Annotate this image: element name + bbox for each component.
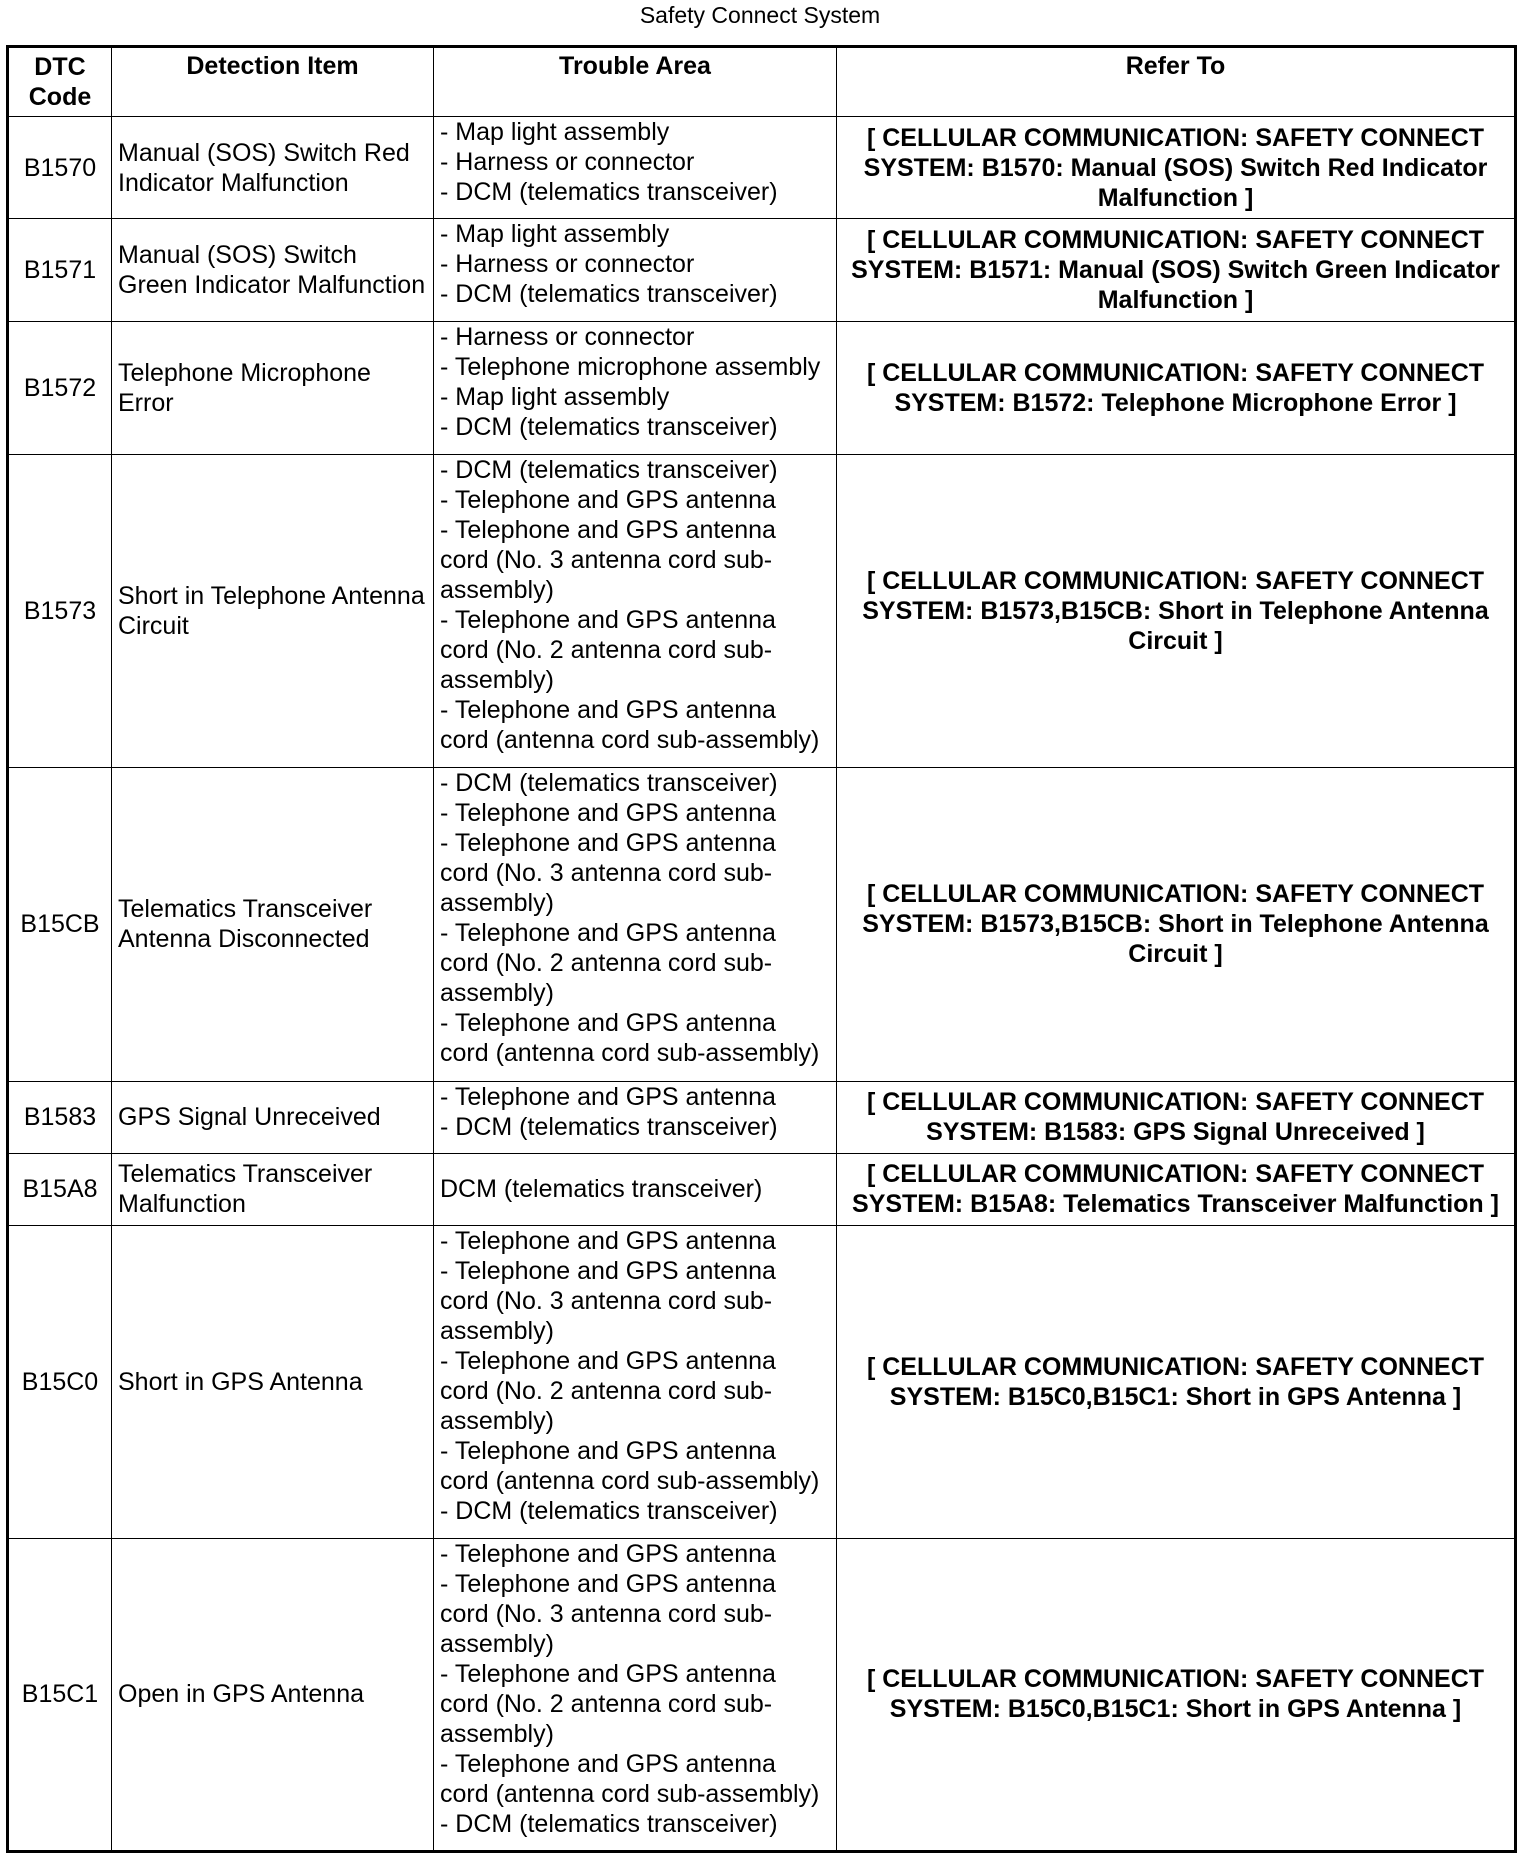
table-header-row <box>8 47 1516 117</box>
trouble-area <box>434 1538 837 1851</box>
trouble-area <box>434 1225 837 1538</box>
trouble-area-line: - Telephone and GPS antenna cord (No. 3 antenna cord sub-assembly) <box>440 516 783 605</box>
dtc-code: B15A8 <box>8 1153 112 1225</box>
table-row <box>8 1538 1516 1851</box>
dtc-code: B15CB <box>8 768 112 1081</box>
refer-to-link[interactable]: [ CELLULAR COMMUNICATION: SAFETY CONNECT SYSTEM: B1583: GPS Signal Unreceived ] <box>837 1081 1516 1153</box>
trouble-area-line: - Harness or connector <box>440 323 695 352</box>
detection-item: Manual (SOS) Switch Red Indicator Malfunction <box>112 117 434 219</box>
detection-item: Telematics Transceiver Antenna Disconnected <box>112 768 434 1081</box>
trouble-area-line: - DCM (telematics transceiver) <box>440 280 778 309</box>
refer-to-link[interactable]: [ CELLULAR COMMUNICATION: SAFETY CONNECT SYSTEM: B1573,B15CB: Short in Telephone Antenna Circuit ] <box>837 455 1516 768</box>
trouble-area <box>434 219 837 322</box>
table-row <box>8 455 1516 768</box>
dtc-code: B1572 <box>8 322 112 455</box>
trouble-area-line: - Telephone and GPS antenna cord (antenna cord sub-assembly) <box>440 1749 820 1808</box>
trouble-area <box>434 768 837 1081</box>
trouble-area <box>434 1081 837 1153</box>
trouble-area-line: - Telephone and GPS antenna <box>440 486 776 515</box>
trouble-area-line: - Telephone and GPS antenna cord (No. 3 antenna cord sub-assembly) <box>440 829 783 918</box>
trouble-area-line: - Telephone and GPS antenna cord (No. 2 antenna cord sub-assembly) <box>440 919 783 1008</box>
dtc-code: B1573 <box>8 455 112 768</box>
trouble-area-line: - DCM (telematics transceiver) <box>440 1809 778 1838</box>
table-row <box>8 322 1516 455</box>
trouble-area-line: - Telephone and GPS antenna cord (antenna cord sub-assembly) <box>440 1009 820 1068</box>
detection-item: Manual (SOS) Switch Green Indicator Malfunction <box>112 219 434 322</box>
refer-to-link[interactable]: [ CELLULAR COMMUNICATION: SAFETY CONNECT SYSTEM: B15A8: Telematics Transceiver Malfunction ] <box>837 1153 1516 1225</box>
header-trouble-area: Trouble Area <box>434 47 837 117</box>
trouble-area-line: - Map light assembly <box>440 118 670 146</box>
refer-to-link[interactable]: [ CELLULAR COMMUNICATION: SAFETY CONNECT SYSTEM: B15C0,B15C1: Short in GPS Antenna ] <box>837 1538 1516 1851</box>
table-row <box>8 117 1516 219</box>
refer-to-link[interactable]: [ CELLULAR COMMUNICATION: SAFETY CONNECT SYSTEM: B1570: Manual (SOS) Switch Red Indicator Malfunction ] <box>837 117 1516 219</box>
detection-item: Open in GPS Antenna <box>112 1538 434 1851</box>
trouble-area-line: - Telephone and GPS antenna <box>440 1539 776 1568</box>
trouble-area-line: - Harness or connector <box>440 250 695 279</box>
trouble-area <box>434 117 837 219</box>
trouble-area-line: - Telephone and GPS antenna cord (No. 3 antenna cord sub-assembly) <box>440 1569 783 1658</box>
trouble-area-line: - DCM (telematics transceiver) <box>440 178 778 206</box>
trouble-area-line: - Map light assembly <box>440 220 670 249</box>
dtc-code: B15C1 <box>8 1538 112 1851</box>
header-refer-to: Refer To <box>837 47 1516 117</box>
detection-item: Short in Telephone Antenna Circuit <box>112 455 434 768</box>
dtc-code: B15C0 <box>8 1225 112 1538</box>
trouble-area <box>434 1153 837 1225</box>
dtc-code: B1570 <box>8 117 112 219</box>
trouble-area-line: - DCM (telematics transceiver) <box>440 413 778 442</box>
trouble-area <box>434 455 837 768</box>
detection-item: GPS Signal Unreceived <box>112 1081 434 1153</box>
refer-to-link[interactable]: [ CELLULAR COMMUNICATION: SAFETY CONNECT SYSTEM: B1573,B15CB: Short in Telephone Antenna Circuit ] <box>837 768 1516 1081</box>
trouble-area-line: - Harness or connector <box>440 148 695 176</box>
trouble-area-line: - Telephone and GPS antenna cord (antenna cord sub-assembly) <box>440 1436 820 1495</box>
trouble-area-line: - DCM (telematics transceiver) <box>440 1496 778 1525</box>
trouble-area-line: - Telephone and GPS antenna cord (antenna cord sub-assembly) <box>440 696 820 755</box>
trouble-area-line: - Telephone and GPS antenna cord (No. 2 antenna cord sub-assembly) <box>440 1659 783 1748</box>
table-row <box>8 1153 1516 1225</box>
refer-to-link[interactable]: [ CELLULAR COMMUNICATION: SAFETY CONNECT SYSTEM: B1572: Telephone Microphone Error ] <box>837 322 1516 455</box>
trouble-area-line: - Telephone and GPS antenna <box>440 1226 776 1255</box>
detection-item: Short in GPS Antenna <box>112 1225 434 1538</box>
detection-item: Telematics Transceiver Malfunction <box>112 1153 434 1225</box>
dtc-table <box>6 45 1517 1853</box>
trouble-area-line: - Telephone and GPS antenna cord (No. 2 antenna cord sub-assembly) <box>440 606 783 695</box>
trouble-area-line: - Telephone and GPS antenna cord (No. 3 antenna cord sub-assembly) <box>440 1256 783 1345</box>
page-title: Safety Connect System <box>639 2 881 28</box>
trouble-area-line: - Map light assembly <box>440 383 670 412</box>
header-dtc-code <box>8 47 112 117</box>
dtc-code: B1571 <box>8 219 112 322</box>
trouble-area-line: DCM (telematics transceiver) <box>440 1175 763 1204</box>
dtc-code: B1583 <box>8 1081 112 1153</box>
table-row <box>8 1081 1516 1153</box>
detection-item: Telephone Microphone Error <box>112 322 434 455</box>
refer-to-link[interactable]: [ CELLULAR COMMUNICATION: SAFETY CONNECT SYSTEM: B15C0,B15C1: Short in GPS Antenna ] <box>837 1225 1516 1538</box>
trouble-area-line: - DCM (telematics transceiver) <box>440 1112 778 1141</box>
trouble-area-line: - DCM (telematics transceiver) <box>440 456 778 485</box>
table-row <box>8 768 1516 1081</box>
trouble-area-line: - DCM (telematics transceiver) <box>440 769 778 798</box>
refer-to-link[interactable]: [ CELLULAR COMMUNICATION: SAFETY CONNECT SYSTEM: B1571: Manual (SOS) Switch Green Indicator Malfunction ] <box>837 219 1516 322</box>
trouble-area <box>434 322 837 455</box>
header-dtc-code-label: DTC Code <box>28 53 92 111</box>
header-detection-item: Detection Item <box>112 47 434 117</box>
table-row <box>8 219 1516 322</box>
trouble-area-line: - Telephone and GPS antenna <box>440 799 776 828</box>
table-row <box>8 1225 1516 1538</box>
trouble-area-line: - Telephone and GPS antenna cord (No. 2 antenna cord sub-assembly) <box>440 1346 783 1435</box>
trouble-area-line: - Telephone microphone assembly <box>440 353 821 382</box>
trouble-area-line: - Telephone and GPS antenna <box>440 1082 776 1111</box>
